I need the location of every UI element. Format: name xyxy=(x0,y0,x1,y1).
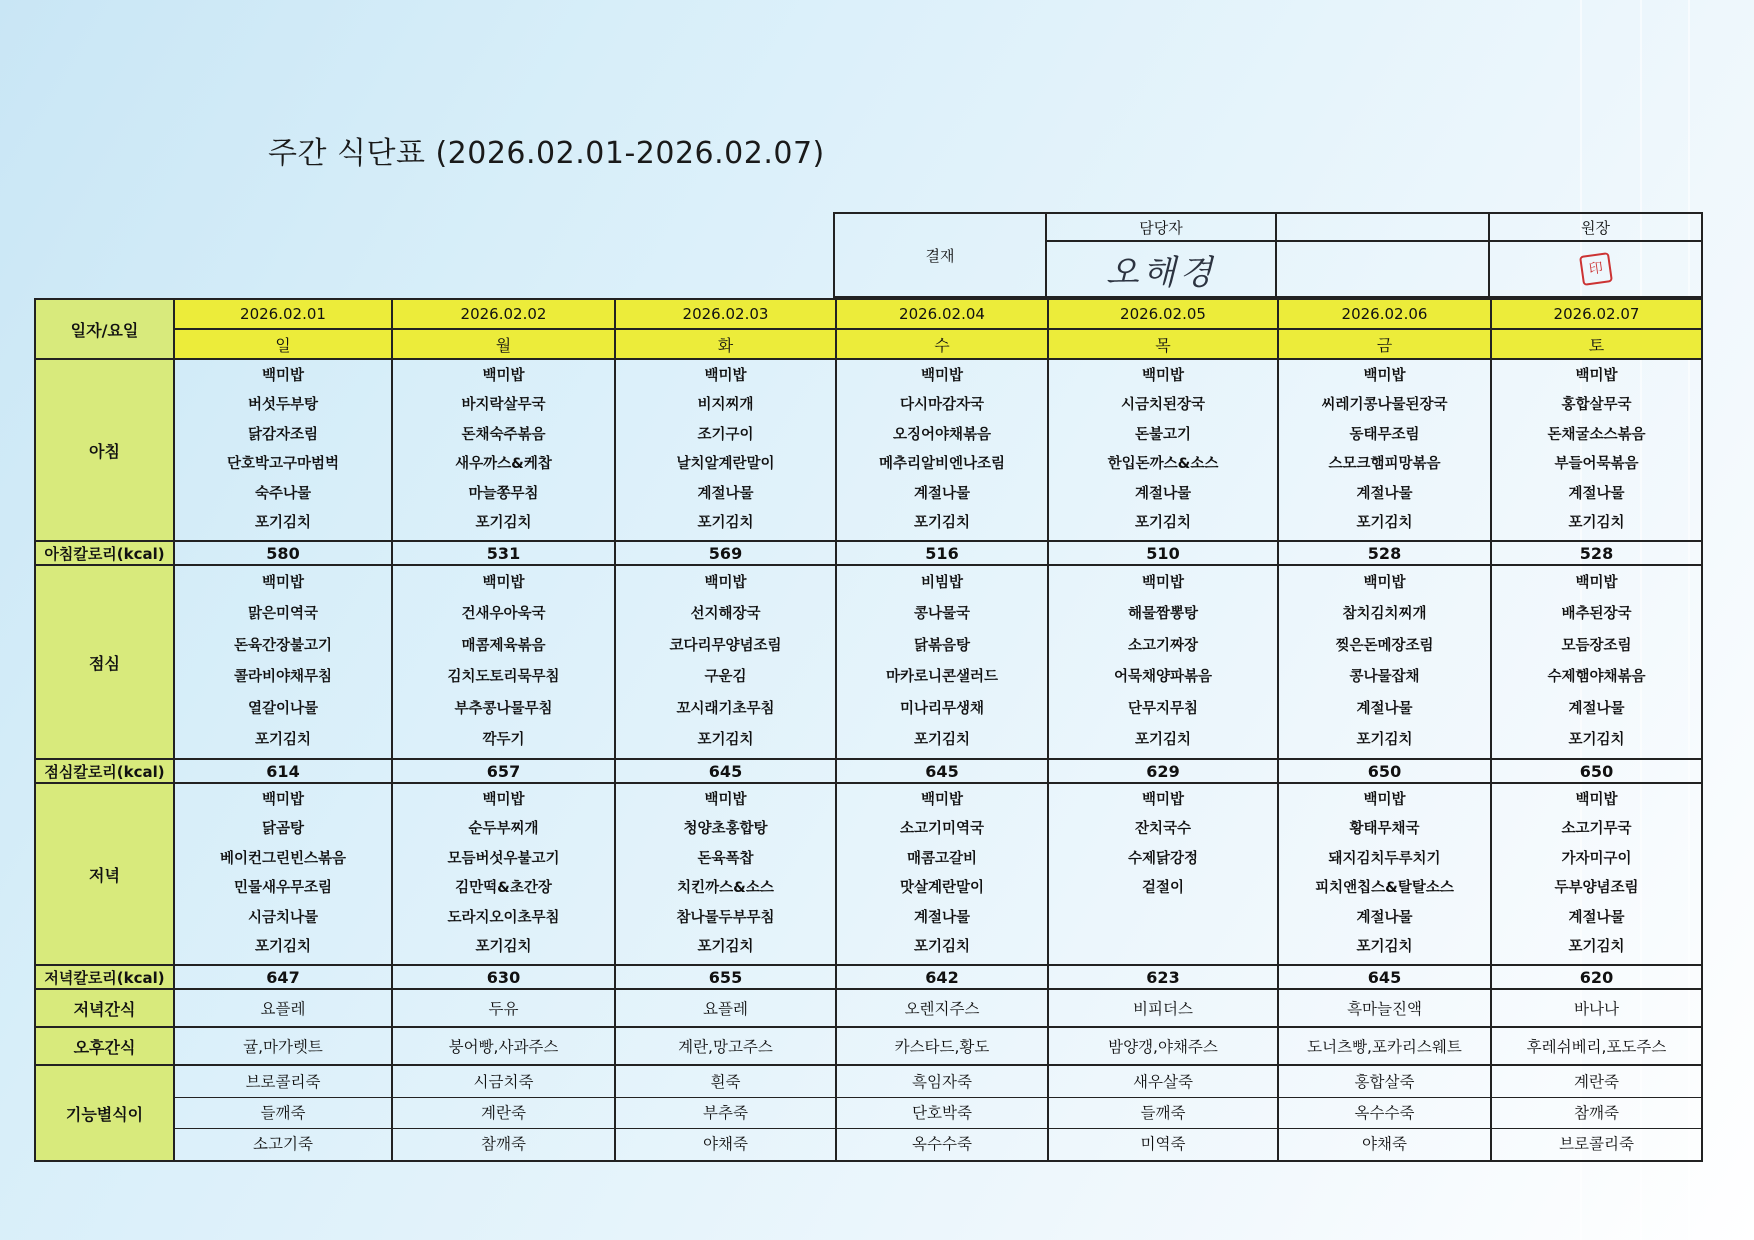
kcal-value: 623 xyxy=(1048,965,1278,989)
menu-item: 포기김치 xyxy=(254,939,312,956)
menu-item: 계절나물 xyxy=(1568,700,1625,717)
menu-item: 배추된장국 xyxy=(1561,606,1632,623)
day-of-week: 수 xyxy=(836,329,1048,359)
menu-item: 콩나물잡채 xyxy=(1349,669,1420,686)
menu-item: 포기김치 xyxy=(913,939,971,956)
menu-item: 김만떡&초간장 xyxy=(455,880,552,897)
menu-item: 돈육간장불고기 xyxy=(233,637,333,654)
meal-cell-lunch xyxy=(1048,565,1278,759)
menu-item: 마카로니콘샐러드 xyxy=(885,669,999,686)
approval-role-director: 원장 xyxy=(1489,213,1702,241)
menu-item: 포기김치 xyxy=(254,515,312,532)
menu-item: 닭감자조림 xyxy=(247,426,319,443)
menu-item: 닭곰탕 xyxy=(261,821,305,838)
afternoon-snack: 귤,마가렛트 xyxy=(174,1027,392,1065)
menu-item: 코다리무양념조림 xyxy=(669,637,782,654)
kcal-value: 620 xyxy=(1491,965,1702,989)
afternoon-snack: 카스타드,황도 xyxy=(836,1027,1048,1065)
menu-item: 포기김치 xyxy=(1568,515,1625,532)
menu-item: 백미밥 xyxy=(261,791,305,808)
meal-cell-lunch xyxy=(836,565,1048,759)
kcal-value: 645 xyxy=(1278,965,1491,989)
menu-item: 포기김치 xyxy=(475,939,532,956)
porridge-item: 야채죽 xyxy=(1362,1135,1407,1154)
day-date: 2026.02.01 xyxy=(174,299,392,329)
menu-item: 씨레기콩나물된장국 xyxy=(1321,397,1448,414)
menu-item: 꼬시래기초무침 xyxy=(676,700,775,717)
menu-item: 백미밥 xyxy=(704,574,747,591)
kcal-value: 528 xyxy=(1491,541,1702,565)
menu-item: 치킨까스&소스 xyxy=(677,880,774,897)
meal-cell-breakfast xyxy=(1278,359,1491,541)
row-label-lunch_kcal: 점심칼로리(kcal) xyxy=(35,759,174,783)
menu-item: 포기김치 xyxy=(475,515,532,532)
menu-item: 포기김치 xyxy=(1356,939,1413,956)
menu-item: 다시마감자국 xyxy=(899,397,985,414)
porridge-item: 부추죽 xyxy=(616,1098,835,1129)
menu-item: 미나리무생채 xyxy=(899,700,985,717)
menu-item: 백미밥 xyxy=(1363,367,1406,384)
special-diet-cell xyxy=(836,1065,1048,1161)
menu-item: 모듬장조림 xyxy=(1561,637,1632,654)
day-of-week: 목 xyxy=(1048,329,1278,359)
menu-item: 맛살계란말이 xyxy=(899,880,985,897)
porridge-item: 브로콜리죽 xyxy=(175,1067,391,1098)
menu-item: 포기김치 xyxy=(913,515,971,532)
meal-cell-dinner xyxy=(1491,783,1702,965)
menu-item: 베이컨그린빈스볶음 xyxy=(219,850,347,867)
kcal-value: 647 xyxy=(174,965,392,989)
day-of-week: 토 xyxy=(1491,329,1702,359)
meal-cell-lunch xyxy=(615,565,836,759)
meal-cell-dinner xyxy=(836,783,1048,965)
evening-snack: 요플레 xyxy=(174,989,392,1027)
menu-item: 계절나물 xyxy=(1568,909,1625,926)
menu-item: 시금치된장국 xyxy=(1120,397,1206,414)
menu-item: 포기김치 xyxy=(254,732,312,749)
day-date: 2026.02.07 xyxy=(1491,299,1702,329)
kcal-value: 516 xyxy=(836,541,1048,565)
day-of-week: 월 xyxy=(392,329,615,359)
menu-item: 수제햄야채볶음 xyxy=(1547,669,1646,686)
menu-item: 모듬버섯우불고기 xyxy=(447,850,560,867)
porridge-item: 브로콜리죽 xyxy=(1559,1135,1634,1154)
meal-cell-breakfast xyxy=(1491,359,1702,541)
menu-item: 겉절이 xyxy=(1141,880,1185,897)
menu-item: 계절나물 xyxy=(697,485,754,502)
menu-item: 도라지오이초무침 xyxy=(447,909,560,926)
signature: 오해경 xyxy=(1105,252,1217,293)
kcal-value: 655 xyxy=(615,965,836,989)
menu-item: 숙주나물 xyxy=(254,485,312,502)
menu-item: 백미밥 xyxy=(704,367,747,384)
menu-item: 백미밥 xyxy=(261,574,305,591)
porridge-item: 새우살죽 xyxy=(1049,1067,1277,1098)
meal-cell-lunch xyxy=(1491,565,1702,759)
kcal-value: 650 xyxy=(1278,759,1491,783)
menu-item: 메추리알비엔나조림 xyxy=(878,456,1006,473)
kcal-value: 650 xyxy=(1491,759,1702,783)
kcal-value: 531 xyxy=(392,541,615,565)
menu-item: 돈육폭찹 xyxy=(697,850,754,867)
menu-item: 계절나물 xyxy=(1568,485,1625,502)
menu-item: 돈불고기 xyxy=(1134,426,1192,443)
day-date: 2026.02.06 xyxy=(1278,299,1491,329)
weekly-menu-table xyxy=(34,298,1703,1162)
kcal-value: 645 xyxy=(836,759,1048,783)
menu-item: 마늘쫑무침 xyxy=(468,485,539,502)
meal-cell-lunch xyxy=(1278,565,1491,759)
special-diet-cell xyxy=(392,1065,615,1161)
row-label-dinner: 저녁 xyxy=(35,783,174,965)
row-label-dinner_kcal: 저녁칼로리(kcal) xyxy=(35,965,174,989)
meal-cell-breakfast xyxy=(174,359,392,541)
menu-item: 매콤제육볶음 xyxy=(461,637,546,654)
evening-snack: 바나나 xyxy=(1491,989,1702,1027)
menu-item: 콜라비야채무침 xyxy=(233,669,333,686)
meal-cell-dinner xyxy=(392,783,615,965)
menu-item: 새우까스&케찹 xyxy=(455,456,552,473)
menu-item: 날치알계란말이 xyxy=(676,456,775,473)
menu-item: 열갈이나물 xyxy=(247,700,319,717)
menu-item: 백미밥 xyxy=(1575,367,1618,384)
porridge-item: 시금치죽 xyxy=(393,1067,614,1098)
menu-item: 계절나물 xyxy=(1134,485,1192,502)
menu-item: 돈채숙주볶음 xyxy=(461,426,546,443)
porridge-item: 계란죽 xyxy=(1492,1067,1701,1098)
menu-item: 돼지김치두루치기 xyxy=(1328,850,1441,867)
porridge-item: 소고기죽 xyxy=(253,1135,313,1154)
menu-item: 포기김치 xyxy=(697,732,754,749)
menu-item: 스모크햄피망볶음 xyxy=(1328,456,1441,473)
menu-item: 돈채굴소스볶음 xyxy=(1547,426,1646,443)
menu-item: 부들어묵볶음 xyxy=(1554,456,1639,473)
porridge-item: 흑임자죽 xyxy=(837,1067,1047,1098)
menu-item: 소고기무국 xyxy=(1561,821,1632,838)
meal-cell-lunch xyxy=(392,565,615,759)
menu-item: 콩나물국 xyxy=(913,606,971,623)
porridge-item: 옥수수죽 xyxy=(912,1135,972,1154)
menu-item: 청양초홍합탕 xyxy=(683,821,768,838)
menu-item: 순두부찌개 xyxy=(468,821,539,838)
menu-item: 단무지무침 xyxy=(1127,700,1199,717)
kcal-value: 657 xyxy=(392,759,615,783)
row-label-lunch: 점심 xyxy=(35,565,174,759)
menu-item: 백미밥 xyxy=(261,367,305,384)
menu-item: 동태무조림 xyxy=(1349,426,1420,443)
kcal-value: 629 xyxy=(1048,759,1278,783)
menu-item: 포기김치 xyxy=(1356,732,1413,749)
evening-snack: 요플레 xyxy=(615,989,836,1027)
menu-item: 계절나물 xyxy=(913,909,971,926)
meal-cell-dinner xyxy=(1048,783,1278,965)
menu-item: 포기김치 xyxy=(697,939,754,956)
menu-item: 백미밥 xyxy=(1363,791,1406,808)
kcal-value: 528 xyxy=(1278,541,1491,565)
menu-item: 계절나물 xyxy=(913,485,971,502)
kcal-value: 614 xyxy=(174,759,392,783)
menu-item: 해물짬뽕탕 xyxy=(1127,606,1199,623)
menu-item: 황태무채국 xyxy=(1349,821,1420,838)
porridge-item: 들깨죽 xyxy=(1049,1098,1277,1129)
menu-item: 건새우아욱국 xyxy=(461,606,546,623)
day-date: 2026.02.04 xyxy=(836,299,1048,329)
day-of-week: 금 xyxy=(1278,329,1491,359)
porridge-item: 들깨죽 xyxy=(175,1098,391,1129)
day-date: 2026.02.03 xyxy=(615,299,836,329)
meal-cell-breakfast xyxy=(1048,359,1278,541)
kcal-value: 580 xyxy=(174,541,392,565)
kcal-value: 630 xyxy=(392,965,615,989)
porridge-item: 참깨죽 xyxy=(481,1135,526,1154)
menu-item: 포기김치 xyxy=(1568,732,1625,749)
row-label-special-diet: 기능별식이 xyxy=(35,1065,174,1161)
menu-item: 참치김치찌개 xyxy=(1342,606,1427,623)
menu-item: 백미밥 xyxy=(704,791,747,808)
menu-item: 포기김치 xyxy=(1568,939,1625,956)
special-diet-cell xyxy=(174,1065,392,1161)
menu-item: 백미밥 xyxy=(1575,574,1618,591)
menu-item: 시금치나물 xyxy=(247,909,319,926)
menu-item: 백미밥 xyxy=(482,367,525,384)
porridge-item: 홍합살죽 xyxy=(1279,1067,1490,1098)
meal-cell-dinner xyxy=(1278,783,1491,965)
menu-item xyxy=(1049,933,1277,963)
approval-role-blank xyxy=(1276,213,1489,241)
menu-item: 어묵채양파볶음 xyxy=(1113,669,1213,686)
menu-item: 계절나물 xyxy=(1356,485,1413,502)
afternoon-snack: 밤양갱,야채주스 xyxy=(1048,1027,1278,1065)
special-diet-cell xyxy=(1491,1065,1702,1161)
meal-cell-breakfast xyxy=(836,359,1048,541)
day-date: 2026.02.02 xyxy=(392,299,615,329)
menu-item: 잔치국수 xyxy=(1134,821,1192,838)
menu-item: 맑은미역국 xyxy=(247,606,319,623)
porridge-item: 참깨죽 xyxy=(1492,1098,1701,1129)
row-label-breakfast_kcal: 아침칼로리(kcal) xyxy=(35,541,174,565)
evening-snack: 흑마늘진액 xyxy=(1278,989,1491,1027)
menu-item: 계절나물 xyxy=(1356,909,1413,926)
page-title: 주간 식단표 (2026.02.01-2026.02.07) xyxy=(268,136,825,171)
special-diet-cell xyxy=(1048,1065,1278,1161)
menu-item: 백미밥 xyxy=(1141,791,1185,808)
menu-item: 백미밥 xyxy=(920,791,964,808)
menu-item: 수제닭강정 xyxy=(1127,850,1199,867)
porridge-item: 흰죽 xyxy=(616,1067,835,1098)
menu-item: 부추콩나물무침 xyxy=(454,700,553,717)
kcal-value: 642 xyxy=(836,965,1048,989)
special-diet-cell xyxy=(615,1065,836,1161)
menu-item: 구운김 xyxy=(704,669,747,686)
menu-item xyxy=(1049,904,1277,934)
menu-item: 두부양념조림 xyxy=(1554,880,1639,897)
porridge-item: 단호박죽 xyxy=(837,1098,1047,1129)
menu-item: 소고기미역국 xyxy=(899,821,985,838)
kcal-value: 510 xyxy=(1048,541,1278,565)
menu-item: 찢은돈메장조림 xyxy=(1335,637,1434,654)
menu-item: 백미밥 xyxy=(482,791,525,808)
day-of-week: 화 xyxy=(615,329,836,359)
menu-item: 포기김치 xyxy=(1356,515,1413,532)
signature-cell-blank xyxy=(1276,241,1489,297)
menu-item: 조기구이 xyxy=(697,426,754,443)
evening-snack: 오렌지주스 xyxy=(836,989,1048,1027)
menu-item: 버섯두부탕 xyxy=(247,397,319,414)
menu-item: 단호박고구마범벅 xyxy=(226,456,340,473)
menu-item: 선지해장국 xyxy=(690,606,761,623)
signature-cell xyxy=(1046,241,1276,297)
afternoon-snack: 후레쉬베리,포도주스 xyxy=(1491,1027,1702,1065)
menu-item: 한입돈까스&소스 xyxy=(1107,456,1219,473)
approval-role-manager: 담당자 xyxy=(1046,213,1276,241)
row-label-evening-snack: 저녁간식 xyxy=(35,989,174,1027)
porridge-item: 미역죽 xyxy=(1140,1135,1186,1154)
seal-stamp: 印 xyxy=(1579,252,1613,286)
afternoon-snack: 붕어빵,사과주스 xyxy=(392,1027,615,1065)
menu-item: 바지락살무국 xyxy=(461,397,546,414)
menu-item: 포기김치 xyxy=(1134,515,1192,532)
row-label-afternoon-snack: 오후간식 xyxy=(35,1027,174,1065)
porridge-item: 옥수수죽 xyxy=(1279,1098,1490,1129)
afternoon-snack: 도너츠빵,포카리스웨트 xyxy=(1278,1027,1491,1065)
menu-item: 소고기짜장 xyxy=(1127,637,1199,654)
menu-item: 백미밥 xyxy=(482,574,525,591)
menu-item: 홍합살무국 xyxy=(1561,397,1632,414)
approval-box xyxy=(833,212,1703,298)
menu-item: 백미밥 xyxy=(920,367,964,384)
meal-cell-breakfast xyxy=(615,359,836,541)
meal-cell-lunch xyxy=(174,565,392,759)
meal-cell-dinner xyxy=(615,783,836,965)
menu-item: 닭볶음탕 xyxy=(913,637,971,654)
row-label-breakfast: 아침 xyxy=(35,359,174,541)
menu-item: 김치도토리묵무침 xyxy=(447,669,560,686)
menu-item: 백미밥 xyxy=(1141,367,1185,384)
menu-item: 계절나물 xyxy=(1356,700,1413,717)
row-label-date: 일자/요일 xyxy=(35,299,174,359)
meal-cell-dinner xyxy=(174,783,392,965)
approval-label: 결재 xyxy=(834,213,1046,297)
menu-item: 참나물두부무침 xyxy=(676,909,775,926)
menu-item: 포기김치 xyxy=(913,732,971,749)
porridge-item: 야채죽 xyxy=(703,1135,748,1154)
menu-item: 포기김치 xyxy=(697,515,754,532)
day-of-week: 일 xyxy=(174,329,392,359)
menu-item: 비지찌개 xyxy=(697,397,754,414)
evening-snack: 두유 xyxy=(392,989,615,1027)
special-diet-cell xyxy=(1278,1065,1491,1161)
day-date: 2026.02.05 xyxy=(1048,299,1278,329)
kcal-value: 645 xyxy=(615,759,836,783)
evening-snack: 비피더스 xyxy=(1048,989,1278,1027)
menu-item: 매콤고갈비 xyxy=(906,850,978,867)
meal-cell-breakfast xyxy=(392,359,615,541)
menu-item: 가자미구이 xyxy=(1561,850,1632,867)
menu-item: 백미밥 xyxy=(1363,574,1406,591)
seal-cell xyxy=(1489,241,1702,297)
menu-item: 비빔밥 xyxy=(920,574,964,591)
menu-item: 민물새우무조림 xyxy=(233,880,333,897)
menu-item: 백미밥 xyxy=(1575,791,1618,808)
menu-item: 포기김치 xyxy=(1134,732,1192,749)
menu-item: 오징어야채볶음 xyxy=(892,426,992,443)
kcal-value: 569 xyxy=(615,541,836,565)
afternoon-snack: 계란,망고주스 xyxy=(615,1027,836,1065)
menu-item: 백미밥 xyxy=(1141,574,1185,591)
menu-item: 깍두기 xyxy=(482,732,525,749)
porridge-item: 계란죽 xyxy=(393,1098,614,1129)
menu-item: 피치앤칩스&탈탈소스 xyxy=(1315,880,1454,897)
